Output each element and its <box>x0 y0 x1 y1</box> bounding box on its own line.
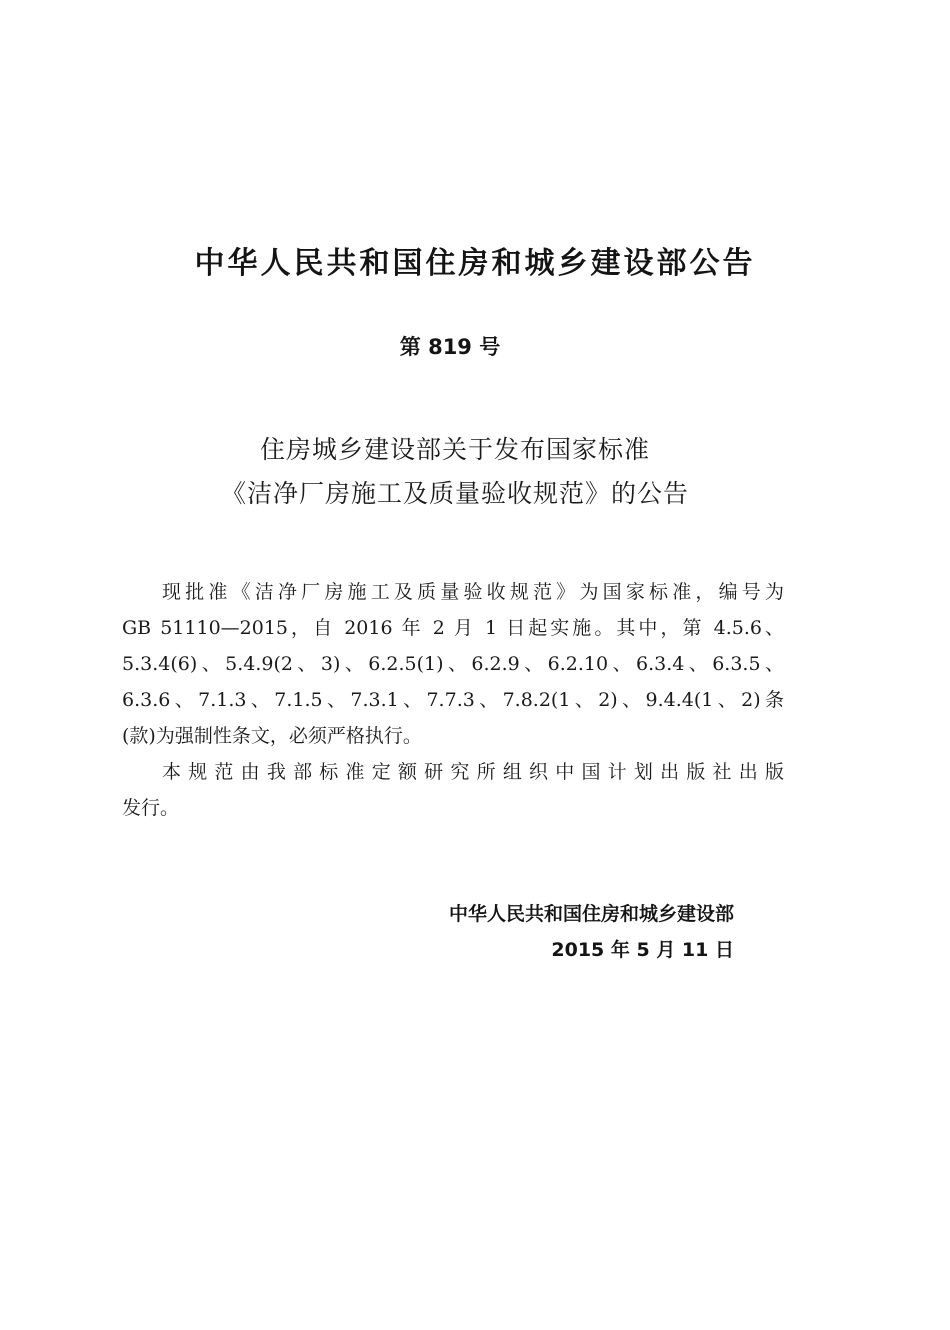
body-line: 本规范由我部标准定额研究所组织中国计划出版社出版 <box>162 761 784 783</box>
notice-body <box>122 574 784 826</box>
body-line: 6.3.6、7.1.3、7.1.5、7.3.1、7.7.3、7.8.2(1、2)、9.4.4(1、2)条 <box>122 689 784 711</box>
subject-line: 《洁净厂房施工及质量验收规范》的公告 <box>220 479 689 508</box>
body-line: 5.3.4(6)、5.4.9(2、3)、6.2.5(1)、6.2.9、6.2.10、6.3.4、6.3.5、 <box>122 653 784 675</box>
signature-block <box>449 896 734 968</box>
body-line: (款)为强制性条文，必须严格执行。 <box>122 725 422 747</box>
notice-title: 中华人民共和国住房和城乡建设部公告 <box>194 246 756 281</box>
subject-line: 住房城乡建设部关于发布国家标准 <box>259 435 650 464</box>
notice-subject <box>0 428 910 516</box>
body-line: GB 51110—2015，自 2016 年 2 月 1 日起实施。其中，第 4.5.6、 <box>122 617 784 639</box>
body-line: 现批准《洁净厂房施工及质量验收规范》为国家标准，编号为 <box>162 581 784 603</box>
body-line: 发行。 <box>122 797 180 819</box>
issuer-name: 中华人民共和国住房和城乡建设部 <box>448 903 734 925</box>
notice-number: 第 819 号 <box>399 335 501 359</box>
issue-date: 2015 年 5 月 11 日 <box>551 939 734 961</box>
